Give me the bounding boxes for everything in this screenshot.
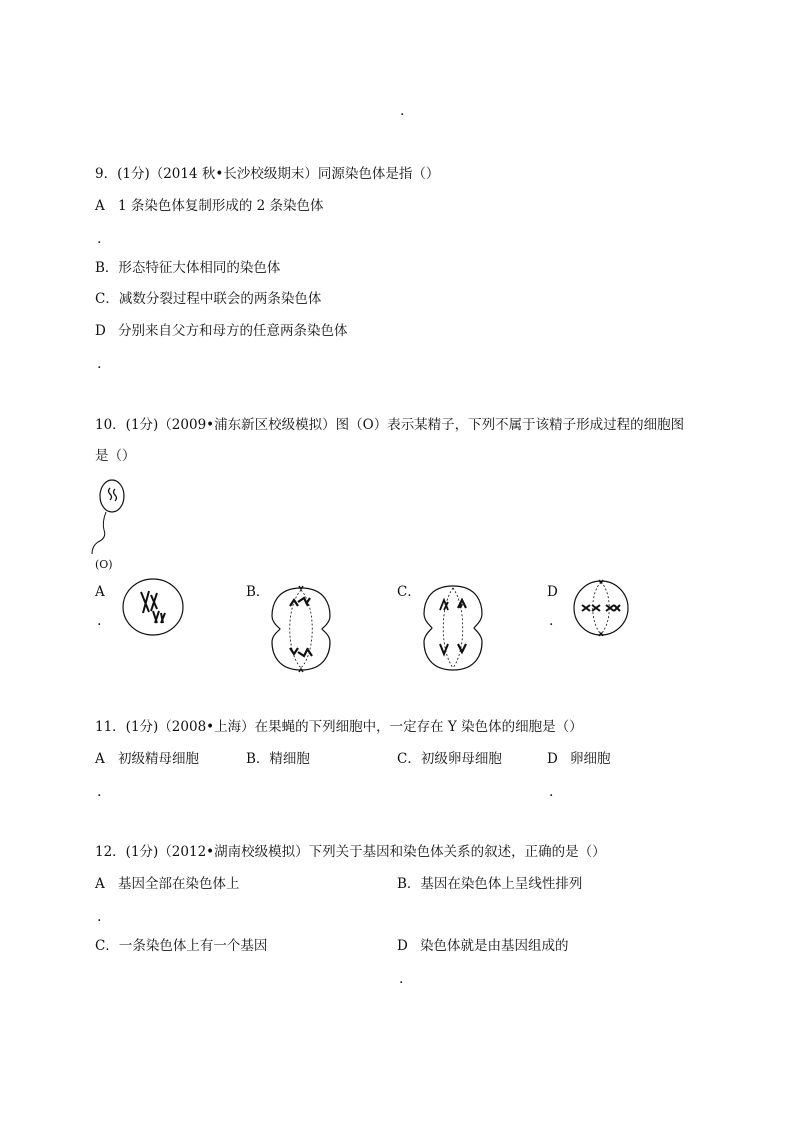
question-11-option-a-text: 初级精母细胞 [118,751,199,767]
question-10-option-a-dot: . [97,613,102,629]
question-10-stem-line1: 10．(1分)（2009•浦东新区校级模拟）图（O）表示某精子，下列不属于该精子形成过程的细胞图 [95,417,685,433]
question-12-option-c: C．一条染色体上有一个基因 [95,938,268,954]
question-11-option-d-letter: D [547,751,558,767]
question-11-option-a-letter: A [95,751,105,767]
question-10-option-c-label: C． [397,584,421,600]
question-12-option-a-dot: . [97,909,102,925]
question-11-option-a-dot: . [97,784,102,800]
question-12-option-a-letter: A [95,876,105,892]
centrioles [599,580,603,636]
question-12-option-d-letter: D [397,938,408,954]
question-9-option-a-dot: . [97,231,102,247]
question-11-option-b: B．精细胞 [246,751,310,767]
cell-diagram-c [420,584,486,672]
question-11-stem: 11．(1分)（2008•上海）在果蝇的下列细胞中，一定存在 Y 染色体的细胞是（） [95,719,583,735]
chromosomes-right [606,605,620,611]
question-11-option-d-dot: . [549,784,554,800]
chromosome-pair-lower [153,611,165,623]
cell-diagram-a [121,577,185,637]
question-12-stem: 12．(1分)（2012•湖南校级模拟）下列关于基因和染色体关系的叙述，正确的是（） [95,844,606,860]
question-9-option-d-text: 分别来自父方和母方的任意两条染色体 [118,323,348,339]
chromosomes-lower-left [440,644,448,654]
question-12-option-a-text: 基因全部在染色体上 [118,876,240,892]
question-10-option-b-label: B． [246,584,270,600]
sperm-tail [92,512,106,554]
chromosomes-left [582,605,600,611]
question-9-stem: 9．(1分)（2014 秋•长沙校级期末）同源染色体是指（） [95,166,440,182]
question-10-stem-line2: 是（） [95,448,136,464]
spindle-fibers [443,588,463,668]
sperm-figure [88,478,128,558]
question-12-option-d-text: 染色体就是由基因组成的 [420,938,569,954]
question-9-option-b: B．形态特征大体相同的染色体 [95,260,281,276]
question-11-option-d-text: 卵细胞 [570,751,611,767]
chromosomes-upper-left [440,600,448,610]
question-9-option-d-dot: . [97,356,102,372]
question-12-option-d-dot: . [399,971,404,987]
dividing-cell-membrane [424,586,482,670]
cell-diagram-d [572,579,630,637]
page-top-dot: . [400,103,405,119]
question-10-option-d-dot: . [549,613,554,629]
question-10-option-a-letter: A [95,584,105,600]
question-9-option-c: C．减数分裂过程中联会的两条染色体 [95,291,322,307]
chromosomes-upper-right [458,600,466,608]
question-9-option-a-text: 1 条染色体复制形成的 2 条染色体 [118,198,324,214]
cell-membrane [574,581,628,635]
chromosomes-lower-right [458,644,466,652]
question-12-option-b: B．基因在染色体上呈线性排列 [397,876,583,892]
sperm-caption: (O) [95,558,113,571]
question-9-option-a-letter: A [95,198,105,214]
cell-diagram-b [268,586,334,672]
question-10-option-d-letter: D [547,584,558,600]
chromosomes-lower [290,648,312,656]
question-9-option-d-letter: D [95,323,106,339]
sperm-chromosomes [109,488,117,501]
chromosome-pair-upper [141,591,157,613]
question-11-option-c: C．初级卵母细胞 [397,751,502,767]
